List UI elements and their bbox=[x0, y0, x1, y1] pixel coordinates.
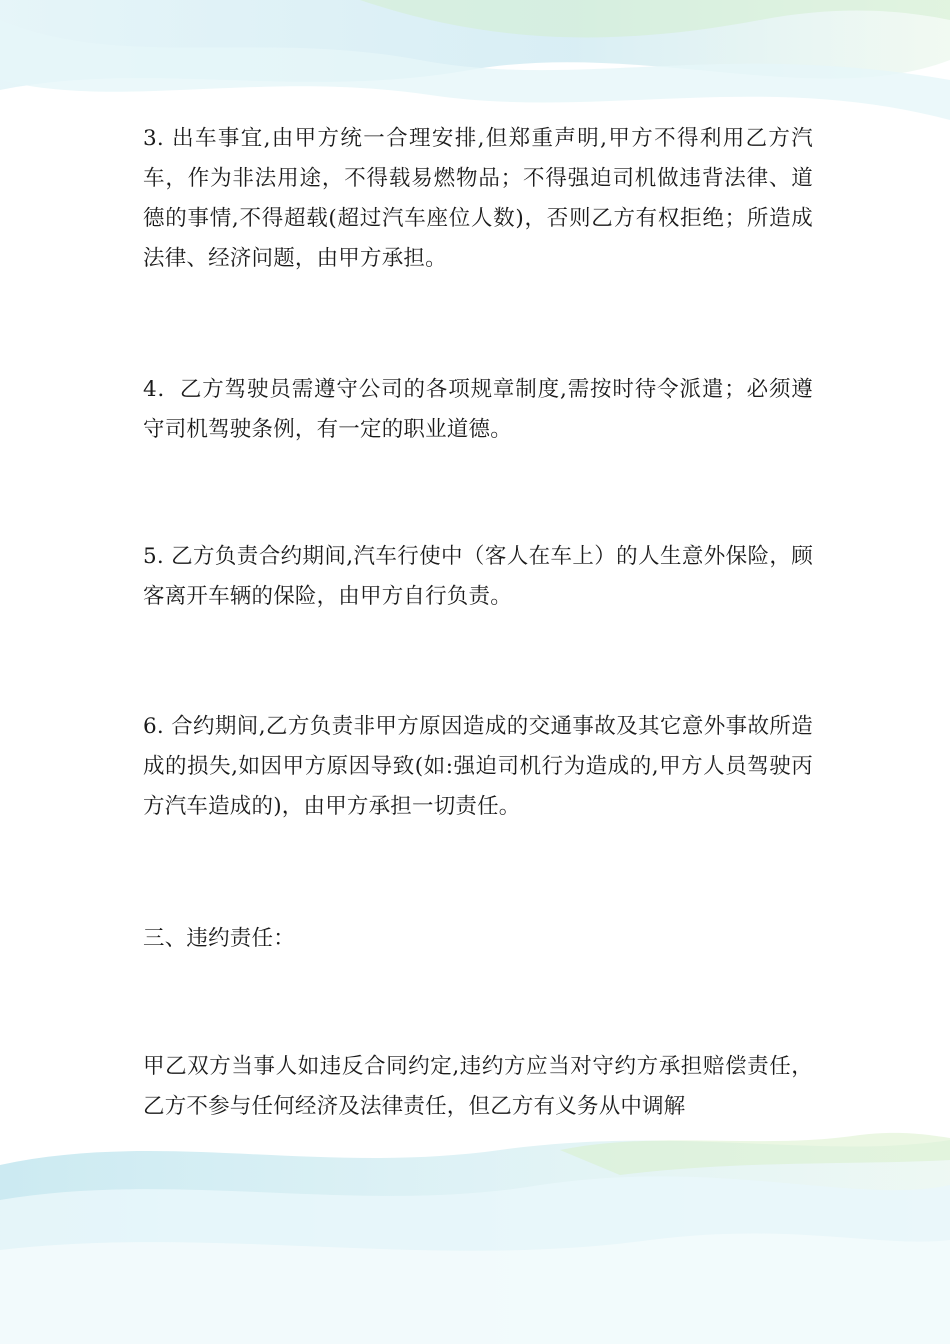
bottom-wave-1 bbox=[0, 1140, 950, 1344]
top-wave-3 bbox=[360, 0, 950, 37]
clause-4-paragraph: 4．乙方驾驶员需遵守公司的各项规章制度,需按时待令派遣；必须遵守司机驾驶条例，有一定的职业道德。 bbox=[143, 377, 813, 442]
bottom-wave-2 bbox=[0, 1176, 950, 1344]
top-wave-2 bbox=[0, 20, 950, 120]
bottom-wave-accent bbox=[560, 1133, 950, 1175]
top-wave-1 bbox=[0, 0, 950, 90]
bottom-wave-3 bbox=[0, 1234, 950, 1344]
clause-6-paragraph: 6. 合约期间,乙方负责非甲方原因造成的交通事故及其它意外事故所造成的损失,如因甲方原因导致(如:强迫司机行为造成的,甲方人员驾驶丙方汽车造成的)，由甲方承担一切责任。 bbox=[143, 714, 813, 819]
clause-3-paragraph: 3. 出车事宜,由甲方统一合理安排,但郑重声明,甲方不得利用乙方汽车，作为非法用途，不得载易燃物品；不得强迫司机做违背法律、道德的事情,不得超载(超过汽车座位人数)，否则乙方有权拒绝；所造成法律、经济问题，由甲方承担。 bbox=[143, 126, 813, 271]
breach-liability-paragraph: 甲乙双方当事人如违反合同约定,违约方应当对守约方承担赔偿责任，乙方不参与任何经济及法律责任，但乙方有义务从中调解 bbox=[143, 1054, 813, 1119]
clause-5-paragraph: 5. 乙方负责合约期间,汽车行使中（客人在车上）的人生意外保险，顾客离开车辆的保险，由甲方自行负责。 bbox=[143, 544, 813, 609]
section-heading-breach: 三、违约责任： bbox=[143, 926, 295, 951]
